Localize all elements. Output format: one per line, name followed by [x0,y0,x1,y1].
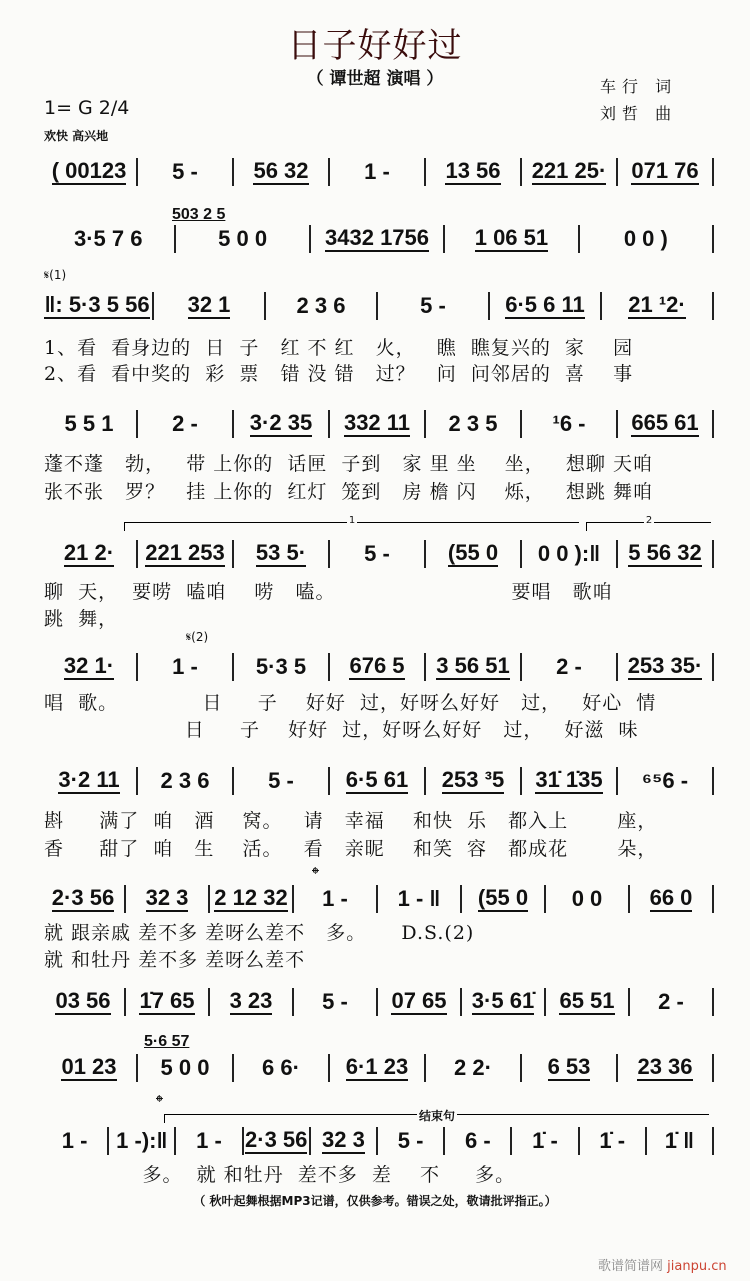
measure [154,292,266,320]
measure-notes: 5 - [397,1128,424,1153]
measure-notes: 676 5 [349,653,405,678]
music-system [42,1054,714,1084]
measure [210,885,294,913]
measure-notes: 32 1· [63,653,115,678]
measure-notes: 5 5 1 [64,411,114,436]
measure [462,988,546,1016]
lyric-line: 1、看 看身边的 日 子 红 不 红 火， 瞧 瞧复兴的 家 园 [44,337,634,359]
measure [445,225,579,253]
lyricist-credit: 车行 词 [600,77,678,96]
lyric-line: 日 子 好好 过，好呀么好好 过， 好滋 味 [44,719,639,741]
watermark [598,1255,727,1274]
measure-notes: 53 5· [255,540,307,565]
measure-notes: 1̇ - [532,1128,558,1153]
measure [294,885,378,913]
measure-notes: 3 23 [229,988,273,1013]
measure [42,158,138,186]
measure-notes: 5 56 32 [628,540,702,565]
measure [244,1127,311,1155]
measure [618,767,714,795]
measure-notes: 1 - [364,159,390,184]
measure [126,988,210,1016]
measure-notes: 3 56 51 [436,653,510,678]
measure [647,1127,714,1155]
measure-notes: 1 06 51 [474,225,549,250]
measure [490,292,602,320]
measure-notes: 2 12 32 [214,885,288,910]
measure [234,410,330,438]
measure [618,653,714,681]
measure-notes: 13 56 [445,158,501,183]
measure [126,885,210,913]
measure [330,540,426,568]
measure [378,988,462,1016]
ending-label: 结束句 [418,1109,455,1123]
measure [546,885,630,913]
measure-notes: 2·3 56 [245,1127,308,1152]
measure-notes: 1 - [172,654,198,679]
measure-notes: 32 1 [187,292,231,317]
music-system [42,540,714,570]
composer-credit: 刘哲 曲 [600,104,678,123]
measure [462,885,546,913]
measure-notes: 66 0 [649,885,693,910]
measure-notes: 3·2 11 [58,767,120,792]
volta-number: 2 [645,515,653,526]
measure-notes: 071 76 [631,158,699,183]
measure-notes: 23 36 [637,1054,693,1079]
measure [512,1127,579,1155]
segno-icon: 𝄋(1) [44,268,67,282]
measure [138,767,234,795]
lyric-line: 就 跟亲戚 差不多 差呀么差不 多。 D.S.(2) [44,922,475,944]
measure-notes: 3·5 61̇ [471,988,535,1013]
measure-notes: 56 32 [253,158,309,183]
coda-icon: 𝄌 [312,862,319,886]
measure-notes: 1 - [196,1128,222,1153]
music-system [42,410,714,440]
measure-notes: 253 35· [627,653,703,678]
lyric-line: 蓬不蓬 勃， 带 上你的 话匣 子到 家 里 坐 坐， 想聊 天咱 [44,453,653,475]
measure [42,885,126,913]
measure [234,158,330,186]
measure-notes: 1 - [322,886,348,911]
measure-notes: 5 - [322,989,348,1014]
measure [522,540,618,568]
measure [176,1127,243,1155]
measure [330,158,426,186]
music-system [42,225,714,255]
music-system [42,885,714,915]
measure-notes: 3432 1756 [325,225,430,250]
measure-notes: 6 - [464,1128,491,1153]
measure [618,158,714,186]
ossia-notes: 5·6 57 [144,1033,190,1050]
coda-icon: 𝄌 [156,1090,163,1114]
measure [42,225,176,253]
measure-notes: 6·5 61 [345,767,409,792]
measure-notes: 2 - [658,989,684,1014]
measure-notes: ‖: 5·3 5 56 [44,292,150,317]
lyric-line: 香 甜了 咱 生 活。 看 亲昵 和笑 容 都成花 朵， [44,838,658,860]
measure-notes: 6 53 [547,1054,591,1079]
measure-notes: 03 56 [55,988,111,1013]
measure [234,1054,330,1082]
ossia-notes: 503 2 5 [172,206,226,223]
measure [618,410,714,438]
measure [630,885,714,913]
measure-notes: 2 - [172,411,198,436]
measure [234,653,330,681]
measure-notes: ⁶⁵6 - [641,768,689,793]
key-signature: 1= G 2/4 [44,97,130,119]
measure [580,1127,647,1155]
measure-notes: (55 0 [477,885,529,910]
measure [234,767,330,795]
measure-notes: 253 ³5 [441,767,505,792]
measure [618,540,714,568]
measure [426,540,522,568]
ending-bracket [164,1109,709,1123]
measure [234,540,330,568]
measure-notes: 0 0 ):‖ [537,541,601,566]
measure [266,292,378,320]
measure-notes: 1̇ ‖ [664,1128,695,1153]
volta-bracket-1 [124,515,579,531]
singer-credit: （ 谭世超 演唱 ） [306,69,444,89]
measure [522,410,618,438]
measure-notes: 0 0 ) [623,226,668,251]
measure-notes: 1 - [61,1128,88,1153]
measure [630,988,714,1016]
measure [42,1054,138,1082]
measure [42,540,138,568]
measure-notes: 221 25· [531,158,607,183]
music-system [42,767,714,797]
lyric-line: 聊 天， 要唠 嗑咱 唠 嗑。 要唱 歌咱 [44,581,613,603]
measure-notes: 6 6· [262,1055,300,1080]
measure [311,1127,378,1155]
measure-notes: 3·5 7 6 [73,226,143,251]
measure [426,158,522,186]
measure-notes: ( 00123 [51,158,127,183]
watermark-cn: 歌谱简谱网 [598,1259,664,1274]
measure [138,540,234,568]
measure [294,988,378,1016]
measure [42,1127,109,1155]
measure-notes: 5 - [268,768,294,793]
measure [138,410,234,438]
measure [176,225,310,253]
volta-bracket-2 [586,515,711,531]
measure-notes: 332 11 [343,410,411,435]
measure [138,1054,234,1082]
measure-notes: ¹6 - [552,411,586,436]
measure-notes: 1 - ‖ [397,886,441,911]
lyric-line: 唱 歌。 日 子 好好 过，好呀么好好 过， 好心 情 [44,692,657,714]
measure [42,767,138,795]
measure [445,1127,512,1155]
footnote: （ 秋叶起舞根据MP3记谱，仅供参考。错误之处，敬请批评指正。） [193,1194,557,1208]
measure [522,158,618,186]
measure [602,292,714,320]
lyric-line: 多。 就 和牡丹 差不多 差 不 多。 [44,1164,516,1186]
measure-notes: 65 51 [559,988,615,1013]
measure-notes: 6·5 6 11 [505,292,585,317]
measure [42,292,154,320]
measure [42,410,138,438]
lyric-line: 就 和牡丹 差不多 差呀么差不 [44,949,306,971]
measure-notes: 21 2· [63,540,115,565]
music-system [42,158,714,188]
measure [522,767,618,795]
measure-notes: 6·1 23 [345,1054,409,1079]
measure-notes: 665 61 [631,410,699,435]
measure-notes: 32 3 [322,1127,365,1152]
measure [109,1127,176,1155]
measure-notes: 2·3 56 [51,885,115,910]
measure [42,988,126,1016]
measure [522,1054,618,1082]
measure-notes: 2 3 5 [448,411,498,436]
measure-notes: 5·3 5 [255,654,307,679]
measure [378,292,490,320]
measure-notes: 21 ¹2· [628,292,686,317]
music-system [42,653,714,683]
music-system [42,1127,714,1157]
measure-notes: 221 253 [145,540,225,565]
measure [618,1054,714,1082]
measure [426,767,522,795]
music-system [42,292,714,322]
measure-notes: 01 23 [61,1054,117,1079]
measure [42,653,138,681]
watermark-en: jianpu.cn [667,1259,727,1274]
measure-notes: 31̇ 1̇35 [535,767,603,792]
measure-notes: 32 3 [145,885,189,910]
measure-notes: 1̇7 65 [139,988,195,1013]
segno-icon: 𝄋(2) [186,630,209,644]
measure [330,767,426,795]
music-system [42,988,714,1018]
measure [330,410,426,438]
measure [426,1054,522,1082]
lyric-line: 张不张 罗？ 挂 上你的 红灯 笼到 房 檐 闪 烁， 想跳 舞咱 [44,481,653,503]
measure-notes: 07 65 [391,988,447,1013]
measure-notes: 5 - [172,159,198,184]
measure-notes: 5 - [364,541,390,566]
measure [210,988,294,1016]
measure [522,653,618,681]
measure-notes: 2 3 6 [160,768,210,793]
volta-number: 1 [348,515,356,526]
measure-notes: 5 0 0 [160,1055,210,1080]
measure-notes: 5 - [420,293,446,318]
lyric-line: 跳 舞， [44,608,119,630]
measure [426,653,522,681]
tempo-marking: 欢快 高兴地 [44,129,109,143]
measure [426,410,522,438]
measure-notes: 1 -):‖ [116,1128,168,1153]
measure-notes: 0 0 [571,886,603,911]
measure-notes: 3·2 35 [249,410,313,435]
measure [546,988,630,1016]
measure [580,225,714,253]
measure [311,225,445,253]
measure-notes: 5 0 0 [218,226,268,251]
measure [330,1054,426,1082]
measure-notes: 2 3 6 [296,293,346,318]
song-title: 日子好好过 [287,26,463,66]
measure [138,158,234,186]
measure-notes: 2 - [556,654,582,679]
measure-notes: 2 2· [454,1055,492,1080]
measure [330,653,426,681]
lyric-line: 2、看 看中奖的 彩 票 错 没 错 过？ 问 问邻居的 喜 事 [44,363,634,385]
measure [138,653,234,681]
measure [378,1127,445,1155]
lyric-line: 斟 满了 咱 酒 窝。 请 幸福 和快 乐 都入上 座， [44,810,658,832]
measure [378,885,462,913]
measure-notes: 1̇ - [599,1128,626,1153]
measure-notes: (55 0 [447,540,499,565]
